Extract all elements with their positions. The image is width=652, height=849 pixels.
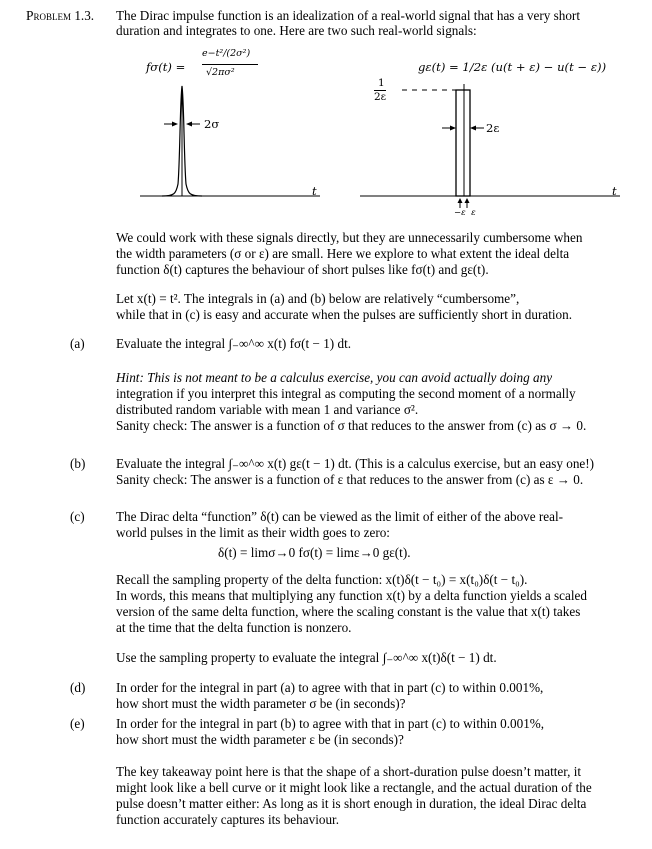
rect-width-arrowhead-left bbox=[450, 126, 456, 131]
rect-height-num: 1 bbox=[378, 77, 385, 89]
part-c-line-2: world pulses in the limit as their width goes to zero: bbox=[116, 525, 390, 540]
paragraph-2-line-1: Let x(t) = t². The integrals in (a) and (b) below are relatively “cumbersome”, bbox=[116, 291, 520, 306]
part-a-hint-2: integration if you interpret this integral as computing the second moment of a normally bbox=[116, 386, 576, 401]
part-c-line-4: In words, this means that multiplying any function x(t) by a delta function yields a scaled bbox=[116, 588, 587, 603]
takeaway-line-1: The key takeaway point here is that the shape of a short-duration pulse doesn’t matter, it bbox=[116, 764, 582, 779]
part-b-sanity-check: Sanity check: The answer is a function of ε that reduces to the answer from (c) as ε → 0. bbox=[116, 472, 584, 487]
rect-height-den: 2ε bbox=[374, 91, 387, 103]
gaussian-width-arrowhead-right bbox=[186, 122, 192, 127]
gaussian-width-label: 2σ bbox=[204, 117, 220, 131]
part-c-line-1: The Dirac delta “function” δ(t) can be viewed as the limit of either of the above real- bbox=[116, 509, 564, 524]
rect-figure bbox=[360, 46, 630, 246]
part-d-line-2: how short must the width parameter σ be (in seconds)? bbox=[116, 696, 406, 711]
part-e-line-2: how short must the width parameter ε be (in seconds)? bbox=[116, 732, 404, 747]
part-d-label: (d) bbox=[70, 680, 86, 695]
rect-tick-arrowhead-left bbox=[458, 198, 463, 203]
problem-label: Problem 1.3. bbox=[26, 8, 95, 23]
rect-axis-label: t bbox=[612, 184, 617, 198]
intro-line-1: The Dirac impulse function is an idealization of a real-world signal that has a very short bbox=[116, 8, 580, 23]
gaussian-formula-lhs: fσ(t) = bbox=[146, 60, 186, 74]
part-e-label: (e) bbox=[70, 716, 85, 731]
paragraph-1-line-3: function δ(t) captures the behaviour of short pulses like fσ(t) and gε(t). bbox=[116, 262, 489, 277]
rect-plot bbox=[360, 46, 630, 246]
gaussian-figure bbox=[140, 46, 340, 246]
gaussian-formula-num: e−t²/(2σ²) bbox=[202, 48, 251, 59]
part-a-label: (a) bbox=[70, 336, 85, 351]
part-a-question: Evaluate the integral ∫₋∞^∞ x(t) fσ(t − 1) dt. bbox=[116, 336, 352, 351]
rect-pulse bbox=[456, 90, 470, 196]
part-c-line-6: at the time that the delta function is nonzero. bbox=[116, 620, 352, 635]
paragraph-2-line-2: while that in (c) is easy and accurate when the pulses are sufficiently short in duration. bbox=[116, 307, 573, 322]
rect-formula: gε(t) = 1/2ε (u(t + ε) − u(t − ε)) bbox=[418, 60, 607, 74]
paragraph-1-line-1: We could work with these signals directly, but they are unnecessarily cumbersome when bbox=[116, 230, 583, 245]
part-c-equation: δ(t) = limσ→0 fσ(t) = limε→0 gε(t). bbox=[218, 545, 411, 560]
rect-width-arrowhead-right bbox=[470, 126, 476, 131]
gaussian-axis-label: t bbox=[312, 184, 317, 198]
part-c-line-5: version of the same delta function, where the scaling constant is the value that x(t) takes bbox=[116, 604, 581, 619]
gaussian-plot bbox=[140, 46, 340, 246]
part-c-label: (c) bbox=[70, 509, 85, 524]
takeaway-line-2: might look like a bell curve or it might look like a rectangle, and the actual duration of the bbox=[116, 780, 592, 795]
part-b-question: Evaluate the integral ∫₋∞^∞ x(t) gε(t − 1) dt. (This is a calculus exercise, but an easy one!) bbox=[116, 456, 595, 471]
part-a-hint-1: Hint: This is not meant to be a calculus exercise, you can avoid actually doing any bbox=[116, 370, 553, 385]
gaussian-formula-den: √2πσ² bbox=[206, 67, 235, 78]
paragraph-1-line-2: the width parameters (σ or ε) are small. Here we explore to what extent the ideal delta bbox=[116, 246, 570, 261]
part-c-line-3: Recall the sampling property of the delta function: x(t)δ(t − t₀) = x(t₀)δ(t − t₀). bbox=[116, 572, 528, 587]
intro-line-2: duration and integrates to one. Here are two such real-world signals: bbox=[116, 23, 477, 38]
part-d-line-1: In order for the integral in part (a) to agree with that in part (c) to within 0.001%, bbox=[116, 680, 544, 695]
takeaway-line-4: function accurately captures its behaviour. bbox=[116, 812, 340, 827]
rect-tick-label: −ε ε bbox=[454, 208, 476, 218]
part-a-sanity-check: Sanity check: The answer is a function of σ that reduces to the answer from (c) as σ → 0. bbox=[116, 418, 587, 433]
rect-width-label: 2ε bbox=[486, 121, 500, 135]
part-c-line-7: Use the sampling property to evaluate the integral ∫₋∞^∞ x(t)δ(t − 1) dt. bbox=[116, 650, 497, 665]
part-b-label: (b) bbox=[70, 456, 86, 471]
rect-tick-arrowhead-right bbox=[465, 198, 470, 203]
takeaway-line-3: pulse doesn’t matter either: As long as it is short enough in duration, the ideal Dirac delta bbox=[116, 796, 587, 811]
part-a-hint-3: distributed random variable with mean 1 and variance σ². bbox=[116, 402, 419, 417]
gaussian-width-arrowhead-left bbox=[172, 122, 178, 127]
part-e-line-1: In order for the integral in part (b) to agree with that in part (c) to within 0.001%, bbox=[116, 716, 545, 731]
